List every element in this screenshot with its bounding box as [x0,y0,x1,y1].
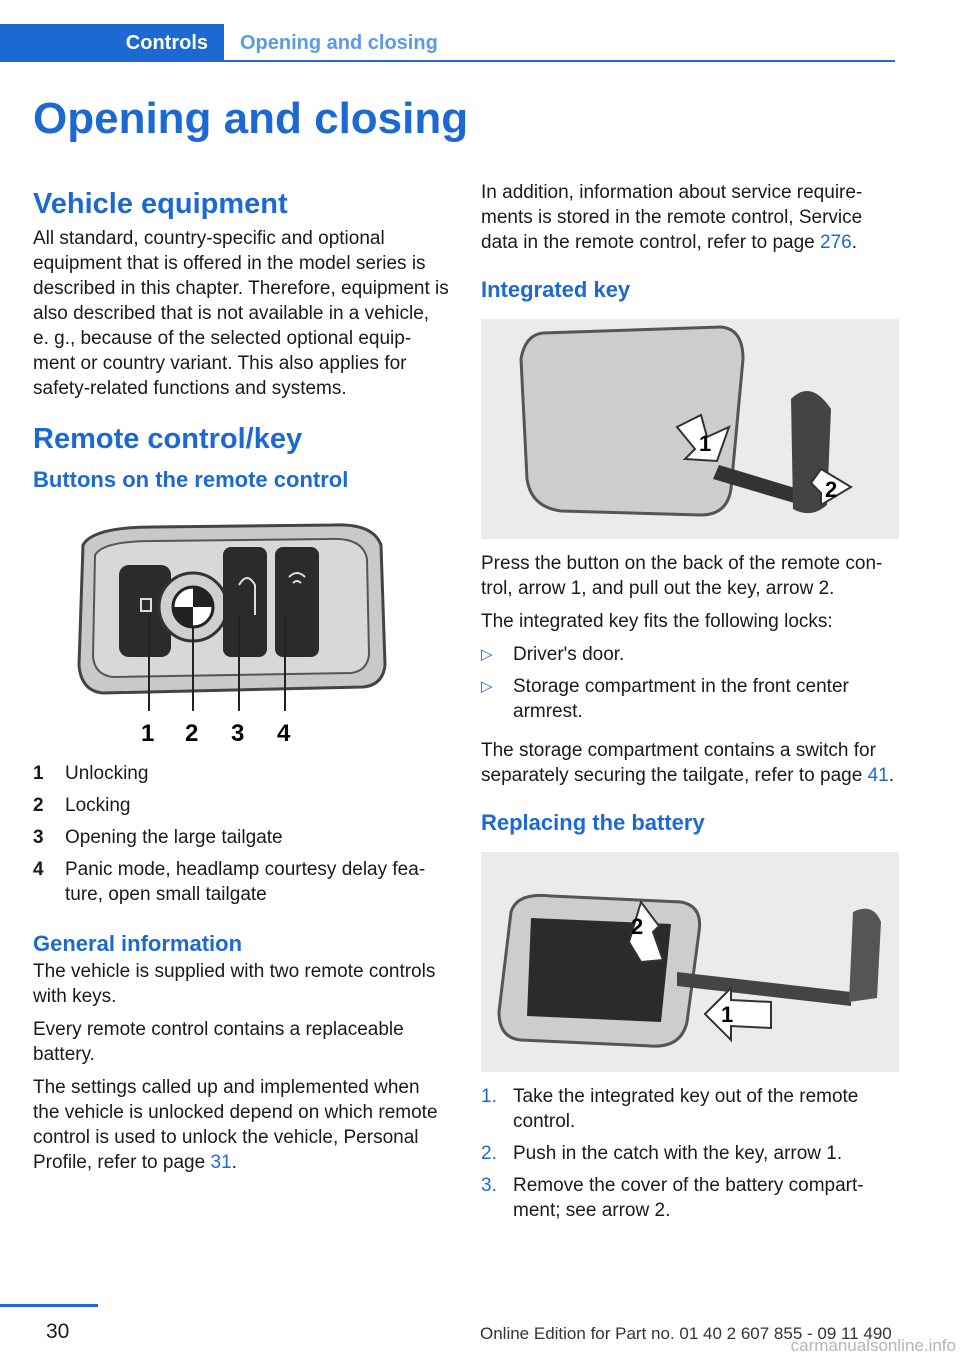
fig-label-4: 4 [277,720,291,747]
list-item: 3. Remove the cover of the battery compart‐ment; see arrow 2. [481,1175,864,1221]
replacing-battery-heading: Replacing the battery [481,810,705,835]
header-rule [224,60,895,62]
header-tab-controls-label: Controls [125,31,208,54]
bullet-marker: ▷ [481,646,493,663]
list-item: 1. Take the integrated key out of the remote control. [481,1086,859,1132]
battery-illustration [481,852,895,1072]
fig-label-1: 1 [721,1002,734,1027]
page-title: Opening and closing [33,94,469,143]
list-item: 4 Panic mode, headlamp courtesy delay fea‐ture, open small tailgate [33,859,426,905]
header-tab-opening-closing-label: Opening and closing [240,31,438,54]
header-tab-opening-closing[interactable] [240,24,438,62]
buttons-list [33,761,449,907]
general-info-p3: The settings called up and implemented when the vehicle is unlocked depend on which remote control is used to unlock the vehicle, Personal Profile, refer to page 31. [33,1077,438,1173]
page-link-276[interactable]: 276 [820,232,852,253]
general-info-heading: General information [33,931,243,956]
battery-figure [481,852,899,1072]
vehicle-equipment-heading: Vehicle equipment [33,188,288,220]
integrated-key-heading: Integrated key [481,277,631,302]
locks-list [481,642,899,724]
fig-label-3: 3 [231,720,245,747]
general-info-p2: Every remote control contains a replaceable battery. [33,1019,404,1065]
list-item: 2 Locking [33,795,131,816]
fig-label-2: 2 [631,914,644,939]
vehicle-equipment-text: All standard, country-specific and optional equipment that is offered in the model series is described in this chapter. Therefore, equipment is also described that is not available in a vehicle, e. g., because of the selected optional equip‐ment or country variant. This also applies for safety-related functions and systems. [33,228,449,399]
list-item: 3 Opening the large tailgate [33,827,283,848]
page-number: 30 [46,1320,70,1343]
buttons-heading: Buttons on the remote control [33,467,349,492]
right-column [481,180,899,1237]
watermark: carmanualsonline.info [790,1336,956,1355]
storage-text: The storage compartment contains a switch for separately securing the tailgate, refer to page 41. [481,740,894,786]
remote-control-illustration [33,515,449,747]
page-link-41[interactable]: 41 [867,765,889,786]
integrated-key-figure [481,319,899,539]
integrated-key-p2: The integrated key fits the following locks: [481,611,833,632]
header-tab-controls[interactable] [0,24,224,62]
fig-label-1: 1 [699,431,712,456]
edition-text: Online Edition for Part no. 01 40 2 607 855 - 09 11 490 [480,1324,892,1343]
integrated-key-illustration [481,319,895,539]
footer-rule [0,1304,98,1307]
remote-control-heading: Remote control/key [33,423,303,455]
fig-label-2: 2 [185,720,199,747]
integrated-key-p1: Press the button on the back of the remote con‐trol, arrow 1, and pull out the key, arrow 2. [481,553,883,599]
list-item: 1 Unlocking [33,763,149,784]
battery-steps-list [481,1084,899,1223]
remote-buttons-figure [33,515,449,747]
fig-label-2: 2 [825,477,838,502]
left-column [33,180,449,1183]
list-item: ▷ Driver's door. [481,644,625,665]
list-item: ▷ Storage compartment in the front center armrest. [481,676,849,722]
page-link-31[interactable]: 31 [210,1152,232,1173]
list-item: 2. Push in the catch with the key, arrow 1. [481,1143,843,1164]
fig-label-1: 1 [141,720,155,747]
bullet-marker: ▷ [481,678,493,695]
service-data-text: In addition, information about service require‐ments is stored in the remote control, Service data in the remote control, refer to page 276. [481,182,863,253]
general-info-p1: The vehicle is supplied with two remote controls with keys. [33,961,436,1007]
